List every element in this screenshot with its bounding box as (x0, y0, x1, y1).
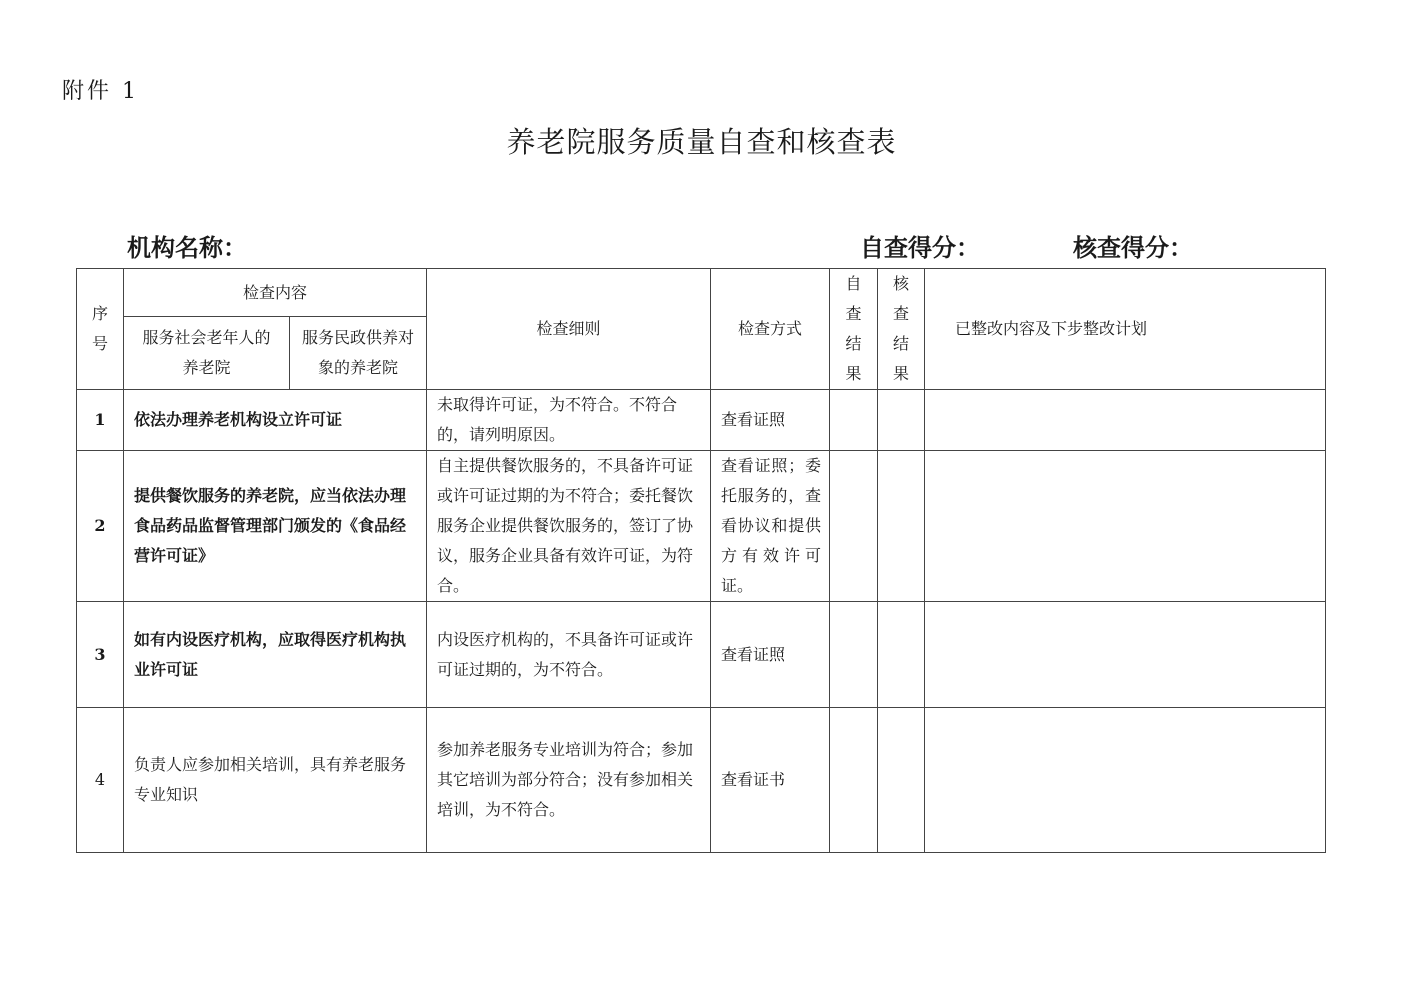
row-content: 提供餐饮服务的养老院，应当依法办理食品药品监督管理部门颁发的《食品经营许可证》 (124, 451, 427, 602)
header-self-result: 自查结果 (830, 269, 878, 390)
inspection-table (76, 268, 1326, 853)
header-content: 检查内容 (124, 269, 427, 317)
row-check-result (878, 390, 925, 451)
row-check-result (878, 602, 925, 708)
header-detail: 检查细则 (427, 269, 711, 390)
row-plan (925, 451, 1326, 602)
check-score-label: 核查得分： (1073, 234, 1193, 262)
page-title: 养老院服务质量自查和核查表 (506, 125, 897, 159)
row-plan (925, 390, 1326, 451)
row-plan (925, 602, 1326, 708)
table-row (77, 390, 1326, 451)
header-method: 检查方式 (711, 269, 830, 390)
row-content: 如有内设医疗机构，应取得医疗机构执业许可证 (124, 602, 427, 708)
row-plan (925, 708, 1326, 853)
row-number: 3 (77, 602, 124, 708)
row-detail: 内设医疗机构的，不具备许可证或许可证过期的，为不符合。 (427, 602, 711, 708)
row-detail: 自主提供餐饮服务的，不具备许可证或许可证过期的为不符合；委托餐饮服务企业提供餐饮服务的，签订了协议，服务企业具备有效许可证，为符合。 (427, 451, 711, 602)
row-self-result (830, 451, 878, 602)
row-check-result (878, 451, 925, 602)
row-number: 2 (77, 451, 124, 602)
row-detail: 未取得许可证，为不符合。不符合的，请列明原因。 (427, 390, 711, 451)
header-check-result: 核查结果 (878, 269, 925, 390)
row-number: 4 (77, 708, 124, 853)
row-method: 查看证照 (711, 390, 830, 451)
table-row (77, 451, 1326, 602)
row-self-result (830, 708, 878, 853)
header-content-civil: 服务民政供养对象的养老院 (290, 317, 427, 390)
row-content: 依法办理养老机构设立许可证 (124, 390, 427, 451)
header-plan: 已整改内容及下步整改计划 (925, 269, 1326, 390)
row-number: 1 (77, 390, 124, 451)
row-self-result (830, 602, 878, 708)
org-name-label: 机构名称： (127, 234, 247, 262)
row-method: 查看证照 (711, 602, 830, 708)
row-self-result (830, 390, 878, 451)
attachment-label: 附件 1 (62, 79, 139, 104)
header-seq: 序号 (77, 269, 124, 390)
self-score-label: 自查得分： (860, 234, 980, 262)
row-detail: 参加养老服务专业培训为符合；参加其它培训为部分符合；没有参加相关培训，为不符合。 (427, 708, 711, 853)
row-method: 查看证书 (711, 708, 830, 853)
row-method: 查看证照；委托服务的，查看协议和提供方有效许可证。 (711, 451, 830, 602)
row-content: 负责人应参加相关培训，具有养老服务专业知识 (124, 708, 427, 853)
header-content-social: 服务社会老年人的养老院 (124, 317, 290, 390)
table-row (77, 708, 1326, 853)
header-row-1 (77, 269, 1326, 317)
row-check-result (878, 708, 925, 853)
table-row (77, 602, 1326, 708)
